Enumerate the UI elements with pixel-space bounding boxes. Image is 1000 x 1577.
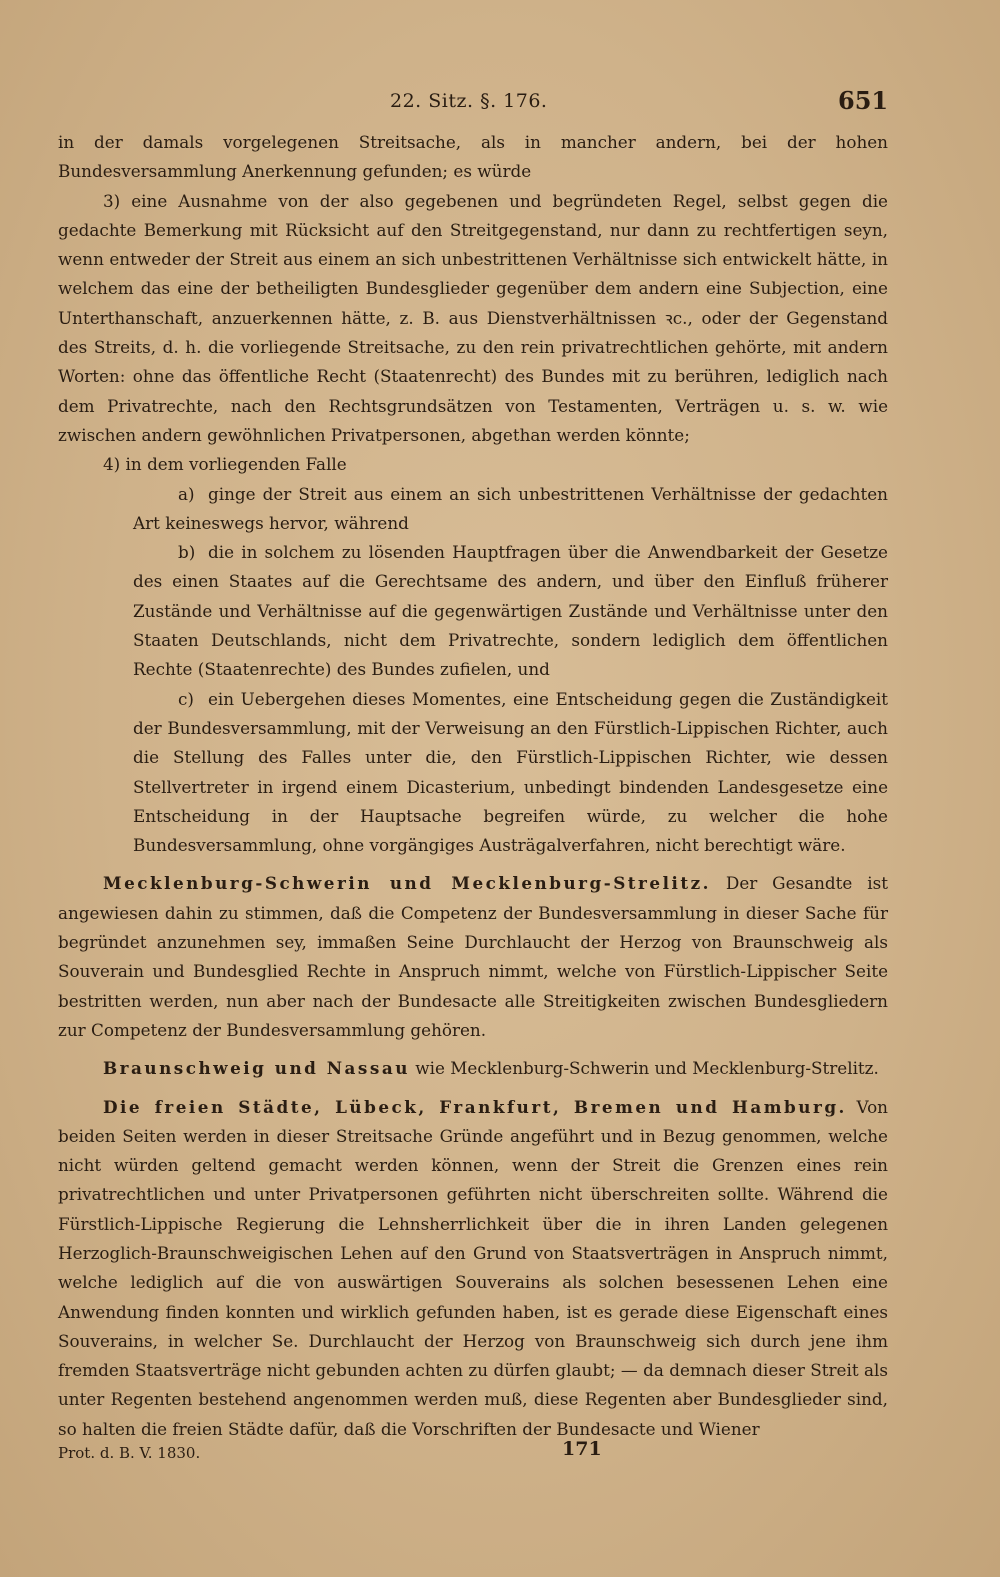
footer-signature: Prot. d. B. V. 1830. [58,1444,201,1462]
page-header [0,86,1000,122]
vote-braunschweig-nassau-heading: Braunschweig und Nassau [103,1058,410,1079]
vote-mecklenburg-text: Der Gesandte ist angewiesen dahin zu stimmen, daß die Competenz der Bundesversammlung in dieser Sache für begründet anzunehmen sey, immaßen Seine Durchlaucht der Herzog von Braunschweig als Souverain und Bundesglied Rechte in Anspruch nimmt, welche von Fürstlich-Lippischer Seite bestritten werden, nun aber nach der Bundesacte alle Streitigkeiten zwischen Bundesgliedern zur Competenz der Bundesversammlung gehören. [58,873,888,1040]
vote-braunschweig-nassau-text: wie Mecklenburg-Schwerin und Mecklenburg-Strelitz. [415,1058,879,1079]
footer-sheet-number: 171 [562,1438,602,1460]
paragraph-point-3: 3) eine Ausnahme von der also gegebenen und begründeten Regel, selbst gegen die gedachte Bemerkung mit Rücksicht auf den Streitgegenstand, nur dann zu rechtfertigen seyn, wenn entweder der Streit aus einem an sich unbestrittenen Verhältnisse sich entwickelt hätte, in welchem das eine der betheiligten Bundesglieder gegenüber dem andern eine Subjection, eine Unterthanschaft, anzuerkennen hätte, z. B. aus Dienstverhältnissen ꝛc., oder der Gegenstand des Streits, d. h. die vorliegende Streitsache, zu den rein privatrechtlichen gehörte, mit andern Worten: ohne das öffentliche Recht (Staatenrecht) des Bundes mit zu berühren, lediglich nach dem Privatrechte, nach den Rechtsgrundsätzen von Testamenten, Verträgen u. s. w. wie zwischen andern gewöhnlichen Privatpersonen, abgethan werden könnte; [58,190,888,445]
sub-item-b [58,538,888,684]
running-head: 22. Sitz. §. 176. [390,90,548,112]
spacer [58,1045,888,1054]
vote-braunschweig-nassau [58,1054,888,1083]
sub-item-a-label: a) [178,483,195,504]
vote-free-cities-heading: Die freien Städte, Lübeck, Frankfurt, Bremen und Hamburg. [103,1096,847,1117]
sub-item-c-text: ein Uebergehen dieses Momentes, eine Entscheidung gegen die Zuständigkeit der Bundesversammlung, mit der Verweisung an den Fürstlich-Lippischen Richter, auch die Stellung des Falles unter die, den Fürstlich-Lippischen Richter, wie dessen Stellvertreter in irgend einem Dicasterium, unbedingt bindenden Landesgesetze eine Entscheidung in der Hauptsache begreifen würde, zu welcher die hohe Bundesversammlung, ohne vorgängiges Austrägalverfahren, nicht berechtigt wäre. [133,688,888,856]
vote-mecklenburg [58,869,888,1045]
spacer [58,860,888,869]
page-number: 651 [838,86,889,115]
vote-free-cities [58,1093,888,1445]
sub-item-c [58,685,888,861]
sub-item-b-text: die in solchem zu lösenden Hauptfragen über die Anwendbarkeit der Gesetze des einen Staates auf die Gerechtsame des andern, und über den Einfluß früherer Zustände und Verhältnisse auf die gegenwärtigen Zustände und Verhältnisse unter den Staaten Deutschlands, nicht dem Privatrechte, sondern lediglich dem öffentlichen Rechte (Staatenrechte) des Bundes zufielen, und [133,542,888,680]
sub-item-a-text: ginge der Streit aus einem an sich unbestrittenen Verhältnisse der gedachten Art keineswegs hervor, während [133,483,888,533]
sub-item-b-label: b) [178,542,196,563]
vote-mecklenburg-heading: Mecklenburg-Schwerin und Mecklenburg-Strelitz. [103,873,711,894]
paragraph-point-4: 4) in dem vorliegenden Falle [103,454,347,475]
sub-item-a [58,480,888,539]
vote-free-cities-text: Von beiden Seiten werden in dieser Streitsache Gründe angeführt und in Bezug genommen, welche nicht würden geltend gemacht werden können, wenn der Streit die Grenzen eines rein privatrechtlichen und unter Privatpersonen geführten nicht überschreiten sollte. Während die Fürstlich-Lippische Regierung die Lehnsherrlichkeit über die in ihren Landen gelegenen Herzoglich-Braunschweigischen Lehen auf den Grund von Staatsverträgen in Anspruch nimmt, welche lediglich auf die von auswärtigen Souverains als solchen besessenen Lehen eine Anwendung finden konnten und wirklich gefunden haben, ist es gerade diese Eigenschaft eines Souverains, in welcher Se. Durchlaucht der Herzog von Braunschweig sich durch jene ihm fremden Staatsverträge nicht gebunden achten zu dürfen glaubt; — da demnach dieser Streit als unter Regenten bestehend angenommen werden muß, diese Regenten aber Bundesglieder sind, so halten die freien Städte dafür, daß die Vorschriften der Bundesacte und Wiener [58,1096,888,1439]
page-body [58,128,888,1444]
paragraph-continuation: in der damals vorgelegenen Streitsache, als in mancher andern, bei der hohen Bundesversammlung Anerkennung gefunden; es würde [58,132,888,182]
sub-item-c-label: c) [178,688,194,709]
spacer [58,1084,888,1093]
page-footer [58,1438,888,1468]
